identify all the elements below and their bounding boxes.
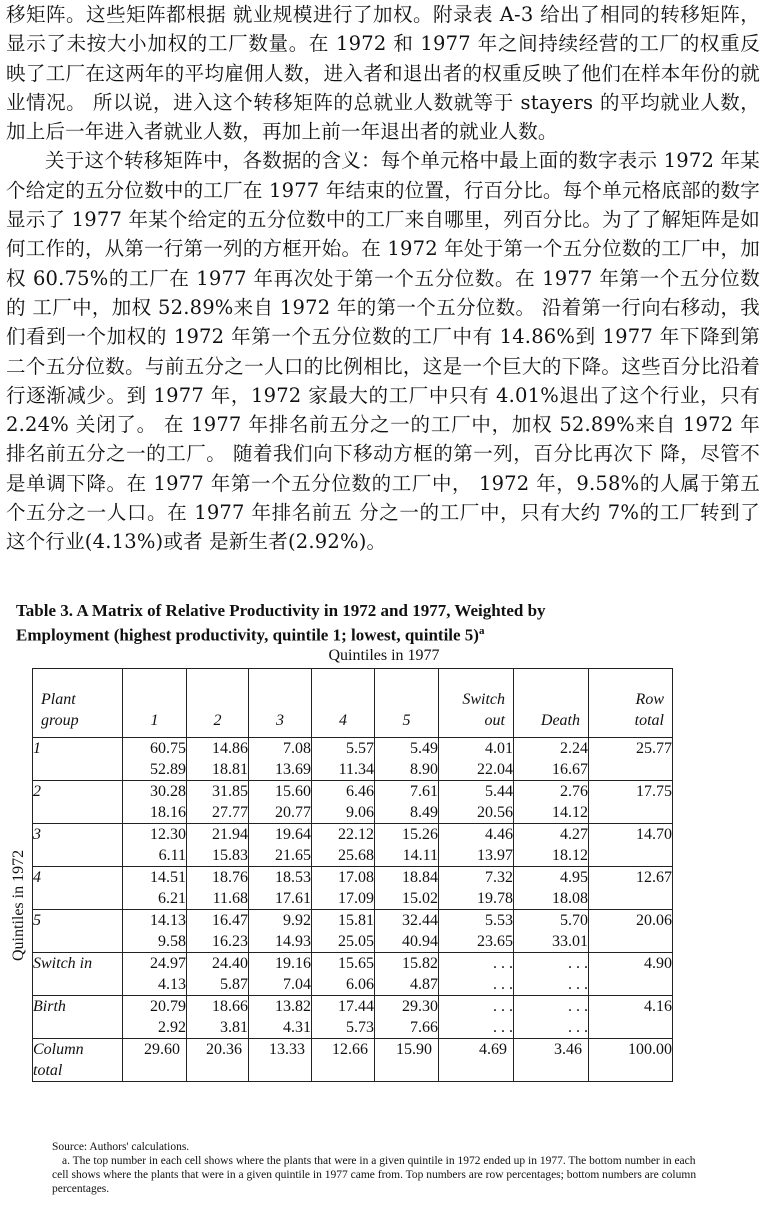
cell: 17.44 5.73	[312, 996, 375, 1039]
cell: 15.60 20.77	[249, 781, 312, 824]
cell: 14.86 18.81	[187, 738, 249, 781]
row-label: 5	[33, 910, 123, 953]
cell: 15.81 25.05	[312, 910, 375, 953]
column-total-cell: 29.60	[123, 1039, 187, 1082]
cell: 5.44 20.56	[439, 781, 514, 824]
header-switch-out: Switch out	[439, 669, 514, 738]
column-total-cell: 12.66	[312, 1039, 375, 1082]
header-q4: 4	[312, 669, 375, 738]
row-total-cell: 4.16	[589, 996, 673, 1039]
cell: 29.30 7.66	[375, 996, 439, 1039]
cell: 31.85 27.77	[187, 781, 249, 824]
cell: 60.75 52.89	[123, 738, 187, 781]
table-row	[33, 996, 673, 1039]
cell: 17.08 17.09	[312, 867, 375, 910]
table-title-line-1: Table 3. A Matrix of Relative Productivity in 1972 and 1977, Weighted by	[16, 601, 546, 620]
cell: 4.01 22.04	[439, 738, 514, 781]
cell: 18.84 15.02	[375, 867, 439, 910]
cell: 16.47 16.23	[187, 910, 249, 953]
cell: 14.51 6.21	[123, 867, 187, 910]
table-row	[33, 910, 673, 953]
header-plant-group: Plant group	[33, 669, 123, 738]
cell: 4.95 18.08	[514, 867, 589, 910]
row-label: 4	[33, 867, 123, 910]
cell: 19.16 7.04	[249, 953, 312, 996]
cell: 15.65 6.06	[312, 953, 375, 996]
header-row-total: Row total	[589, 669, 673, 738]
column-total-cell: 15.90	[375, 1039, 439, 1082]
footnote: a. The top number in each cell shows where the plants that were in a given quintile in 1972 ended up in 1977. The bottom number in each cell shows where the plants that were in a given quintile in 1977 came from. Top numbers are row percentages; bottom numbers are column percentages.	[52, 1155, 697, 1195]
productivity-matrix-table	[32, 668, 673, 1082]
row-label: Column total	[33, 1039, 123, 1082]
cell: 15.82 4.87	[375, 953, 439, 996]
body-text	[6, 0, 760, 557]
cell: 24.97 4.13	[123, 953, 187, 996]
cell: . . . . . .	[439, 953, 514, 996]
cell: 21.94 15.83	[187, 824, 249, 867]
row-label: Switch in	[33, 953, 123, 996]
table-title-line-2: Employment (highest productivity, quintile 1; lowest, quintile 5)	[16, 625, 479, 645]
header-q3: 3	[249, 669, 312, 738]
header-q5: 5	[375, 669, 439, 738]
column-total-cell: 20.36	[187, 1039, 249, 1082]
table-row	[33, 781, 673, 824]
cell: 5.49 8.90	[375, 738, 439, 781]
source-note: Source: Authors' calculations.	[52, 1141, 190, 1153]
row-total-cell: 20.06	[589, 910, 673, 953]
cell: 19.64 21.65	[249, 824, 312, 867]
header-q2: 2	[187, 669, 249, 738]
row-label: Birth	[33, 996, 123, 1039]
cell: 13.82 4.31	[249, 996, 312, 1039]
cell: 14.13 9.58	[123, 910, 187, 953]
cell: 5.70 33.01	[514, 910, 589, 953]
row-total-cell: 12.67	[589, 867, 673, 910]
header-row	[33, 669, 673, 738]
cell: 24.40 5.87	[187, 953, 249, 996]
cell: 7.08 13.69	[249, 738, 312, 781]
paragraph-2: 关于这个转移矩阵中，各数据的含义：每个单元格中最上面的数字表示 1972 年某个给定的五分位数中的工厂在 1977 年结束的位置，行百分比。每个单元格底部的数字显示了 1977 年某个给定的五分位数中的工厂来自哪里，列百分比。为了了解矩阵是如何工作的，从第一行第一列的方框开始。在 1972 年处于第一个五分位数的工厂中，加权 60.75%的工厂在 1977 年再次处于第一个五分位数。在 1977 年第一个五分位数的 工厂中，加权 52.89%来自 1972 年的第一个五分位数。 沿着第一行向右移动，我们看到一个加权的 1972 年第一个五分位数的工厂中有 14.86%到 1977 年下降到第二个五分位数。与前五分之一人口的比例相比，这是一个巨大的下降。这些百分比沿着行逐渐减少。到 1977 年，1972 家最大的工厂中只有 4.01%退出了这个行业，只有 2.24% 关闭了。 在 1977 年排名前五分之一的工厂中，加权 52.89%来自 1972 年 排名前五分之一的工厂。 随着我们向下移动方框的第一列，百分比再次下 降，尽管不是单调下降。在 1977 年第一个五分位数的工厂中， 1972 年，9.58%的人属于第五个五分之一人口。在 1977 年排名前五 分之一的工厂中，只有大约 7%的工厂转到了这个行业(4.13%)或者 是新生者(2.92%)。	[6, 149, 760, 554]
paragraph-1: 移矩阵。这些矩阵都根据 就业规模进行了加权。附录表 A-3 给出了相同的转移矩阵，显示了未按大小加权的工厂数量。在 1972 和 1977 年之间持续经营的工厂的权重反映了工厂在这两年的平均雇佣人数，进入者和退出者的权重反映了他们在样本年份的就业情况。 所以说，进入这个转移矩阵的总就业人数就等于 stayers 的平均就业人数，加上后一年进入者就业人数，再加上前一年退出者的就业人数。	[6, 3, 760, 144]
cell: 18.76 11.68	[187, 867, 249, 910]
column-total-cell: 4.69	[439, 1039, 514, 1082]
row-total-cell: 14.70	[589, 824, 673, 867]
cell: 18.53 17.61	[249, 867, 312, 910]
cell: 20.79 2.92	[123, 996, 187, 1039]
table-title	[16, 600, 756, 646]
cell: 4.27 18.12	[514, 824, 589, 867]
cell: 9.92 14.93	[249, 910, 312, 953]
cell: 15.26 14.11	[375, 824, 439, 867]
column-total-cell: 100.00	[589, 1039, 673, 1082]
cell: 5.57 11.34	[312, 738, 375, 781]
table-row	[33, 824, 673, 867]
header-q1: 1	[123, 669, 187, 738]
row-total-cell: 25.77	[589, 738, 673, 781]
cell: 7.61 8.49	[375, 781, 439, 824]
row-spanner-label: Quintiles in 1972	[10, 849, 27, 961]
cell: 12.30 6.11	[123, 824, 187, 867]
row-label: 1	[33, 738, 123, 781]
column-total-cell: 3.46	[514, 1039, 589, 1082]
cell: 2.24 16.67	[514, 738, 589, 781]
column-total-row	[33, 1039, 673, 1082]
table-row	[33, 867, 673, 910]
column-spanner: Quintiles in 1977	[328, 647, 440, 664]
cell: 30.28 18.16	[123, 781, 187, 824]
cell: . . . . . .	[514, 996, 589, 1039]
row-spanner	[5, 849, 33, 961]
row-total-cell: 4.90	[589, 953, 673, 996]
cell: 4.46 13.97	[439, 824, 514, 867]
cell: . . . . . .	[439, 996, 514, 1039]
row-label: 3	[33, 824, 123, 867]
cell: 7.32 19.78	[439, 867, 514, 910]
cell: 5.53 23.65	[439, 910, 514, 953]
table-title-footnote-mark: a	[478, 625, 485, 637]
cell: 18.66 3.81	[187, 996, 249, 1039]
column-total-cell: 13.33	[249, 1039, 312, 1082]
header-death: Death	[514, 669, 589, 738]
cell: 2.76 14.12	[514, 781, 589, 824]
cell: 32.44 40.94	[375, 910, 439, 953]
cell: . . . . . .	[514, 953, 589, 996]
row-total-cell: 17.75	[589, 781, 673, 824]
table-row	[33, 738, 673, 781]
cell: 6.46 9.06	[312, 781, 375, 824]
table-row	[33, 953, 673, 996]
cell: 22.12 25.68	[312, 824, 375, 867]
table-notes	[52, 1140, 712, 1196]
row-label: 2	[33, 781, 123, 824]
